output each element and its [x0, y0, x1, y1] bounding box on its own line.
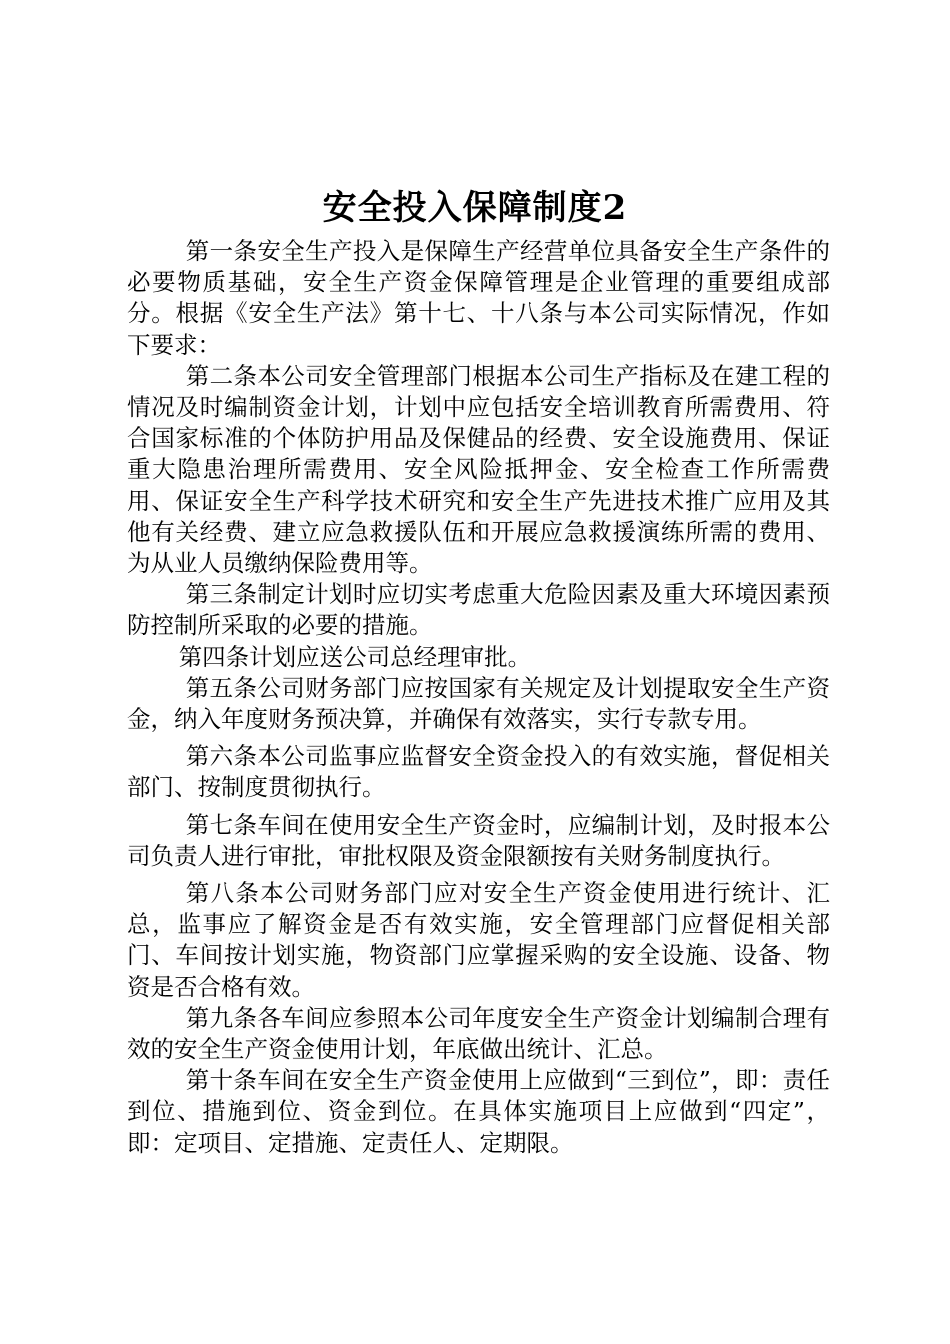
paragraph-article-10: 第十条车间在安全生产资金使用上应做到“三到位”，即：责任到位、措施到位、资金到位。在具体实施项目上应做到“四定”，即：定项目、定措施、定责任人、定期限。 — [127, 1066, 830, 1157]
paragraph-article-5: 第五条公司财务部门应按国家有关规定及计划提取安全生产资金，纳入年度财务预决算，并确保有效落实，实行专款专用。 — [127, 673, 830, 734]
paragraph-article-9: 第九条各车间应参照本公司年度安全生产资金计划编制合理有效的安全生产资金使用计划，年底做出统计、汇总。 — [127, 1003, 830, 1064]
document-title: 安全投入保障制度2 — [322, 188, 628, 228]
paragraph-article-4: 第四条计划应送公司总经理审批。 — [178, 642, 532, 671]
paragraph-article-7: 第七条车间在使用安全生产资金时，应编制计划，及时报本公司负责人进行审批，审批权限及资金限额按有关财务制度执行。 — [127, 810, 830, 870]
paragraph-article-8: 第八条本公司财务部门应对安全生产资金使用进行统计、汇总，监事应了解资金是否有效实施，安全管理部门应督促相关部门、车间按计划实施，物资部门应掌握采购的安全设施、设备、物资是否合格有效。 — [127, 879, 830, 1001]
paragraph-article-1: 第一条安全生产投入是保障生产经营单位具备安全生产条件的必要物质基础，安全生产资金保障管理是企业管理的重要组成部分。根据《安全生产法》第十七、十八条与本公司实际情况，作如下要求： — [127, 237, 830, 359]
paragraph-article-3: 第三条制定计划时应切实考虑重大危险因素及重大环境因素预防控制所采取的必要的措施。 — [127, 580, 830, 640]
document-body — [127, 236, 830, 1159]
paragraph-article-6: 第六条本公司监事应监督安全资金投入的有效实施，督促相关部门、按制度贯彻执行。 — [127, 742, 830, 802]
paragraph-article-2: 第二条本公司安全管理部门根据本公司生产指标及在建工程的情况及时编制资金计划，计划中应包括安全培训教育所需费用、符合国家标准的个体防护用品及保健品的经费、安全设施费用、保证重大隐患治理所需费用、安全风险抵押金、安全检查工作所需费用、保证安全生产科学技术研究和安全生产先进技术推广应用及其他有关经费、建立应急救援队伍和开展应急救援演练所需的费用、为从业人员缴纳保险费用等。 — [127, 361, 830, 578]
